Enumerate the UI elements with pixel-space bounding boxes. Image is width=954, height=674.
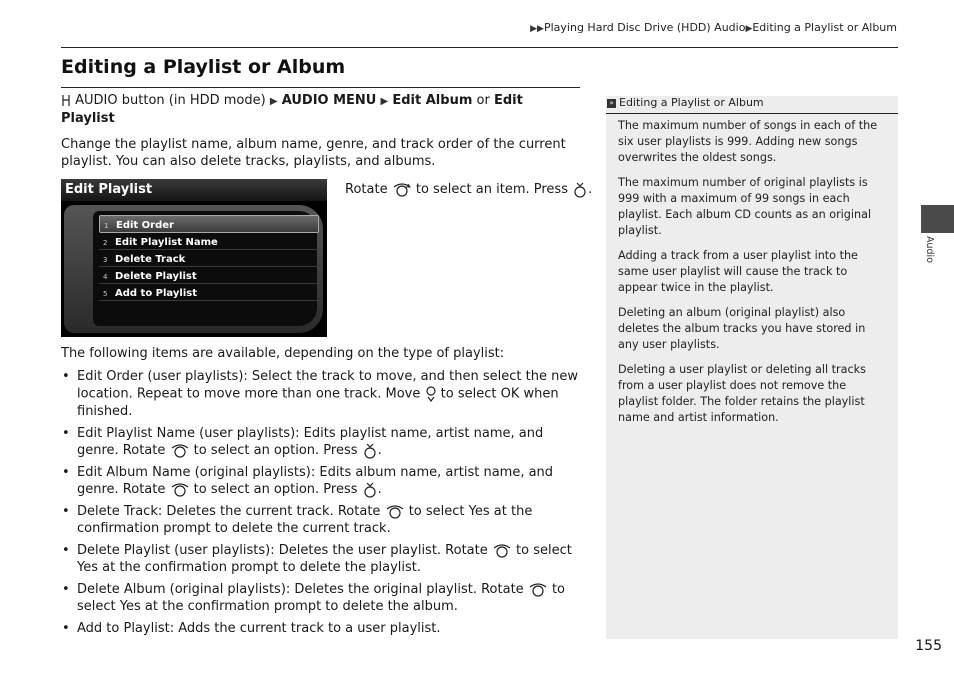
note-paragraph: Adding a track from a user playlist into the same user playlist will cause the track to appear twice in the playlist. bbox=[618, 249, 858, 294]
item-text: : Deletes the original playlist. Rotate bbox=[285, 582, 524, 597]
page-number: 155 bbox=[915, 638, 942, 654]
list-item bbox=[61, 620, 580, 637]
available-intro: The following items are available, depending on the type of playlist: bbox=[61, 346, 505, 361]
menu-item-label: Edit Playlist Name bbox=[115, 237, 218, 248]
item-text: : Adds the current track to a user playlist. bbox=[169, 621, 441, 636]
item-text: : Edits playlist name, artist name, and genre. Rotate bbox=[77, 426, 544, 458]
section-tab-label: Audio bbox=[924, 236, 935, 264]
item-text: : Edits album name, artist name, and genre. Rotate bbox=[77, 465, 554, 497]
breadcrumb-topic: Editing a Playlist or Album bbox=[752, 21, 897, 34]
item-text: to select an option. Press bbox=[193, 443, 358, 458]
menu-item-label: Edit Order bbox=[116, 220, 174, 231]
menu-item-number: 3 bbox=[103, 256, 108, 264]
note-marker-icon: » bbox=[607, 99, 616, 108]
item-text: : Deletes the current track. Rotate bbox=[157, 504, 381, 519]
list-item bbox=[61, 542, 580, 576]
list-item bbox=[61, 425, 580, 459]
press-knob-icon bbox=[362, 482, 378, 498]
move-knob-icon bbox=[425, 385, 437, 403]
page-title: Editing a Playlist or Album bbox=[61, 56, 346, 78]
main-content bbox=[61, 92, 593, 642]
menu-item-delete-track[interactable] bbox=[99, 250, 319, 267]
item-term: Edit Playlist Name (user playlists) bbox=[77, 426, 296, 441]
note-paragraph: The maximum number of songs in each of the six user playlists is 999. Adding new songs overwrites the oldest songs. bbox=[618, 119, 878, 164]
item-key: Yes bbox=[77, 560, 98, 575]
note-paragraph: Deleting an album (original playlist) also deletes the album tracks you have stored in any user playlists. bbox=[618, 306, 866, 351]
path-step-audio-button: AUDIO button (in HDD mode) bbox=[75, 93, 266, 108]
home-icon bbox=[61, 94, 71, 107]
rotate-knob-icon bbox=[385, 504, 405, 520]
rotate-instruction bbox=[345, 181, 592, 198]
rotate-knob-icon bbox=[170, 443, 190, 459]
menu-item-add-to-playlist[interactable] bbox=[99, 284, 319, 301]
title-rule bbox=[61, 87, 580, 88]
figure-row bbox=[61, 176, 593, 339]
rotate-knob-icon bbox=[492, 543, 512, 559]
item-term: Add to Playlist bbox=[77, 621, 170, 636]
screen-menu bbox=[99, 215, 319, 301]
menu-item-edit-playlist-name[interactable] bbox=[99, 233, 319, 250]
press-knob-icon bbox=[362, 443, 378, 459]
item-term: Edit Order (user playlists) bbox=[77, 369, 244, 384]
sidebar-notes bbox=[606, 96, 898, 639]
path-step-edit-playlist: Edit Playlist bbox=[61, 93, 523, 126]
item-text: to select an option. Press bbox=[193, 482, 358, 497]
item-text: at the confirmation prompt to delete the current track. bbox=[77, 504, 533, 536]
rotate-knob-icon bbox=[392, 182, 412, 198]
item-text: . bbox=[377, 443, 382, 458]
feature-list bbox=[61, 368, 580, 637]
intro-text: Change the playlist name, album name, genre, and track order of the current playlist. You can also delete tracks, playlists, and albums. bbox=[61, 137, 566, 169]
path-or: or bbox=[476, 93, 490, 108]
sidebar-header-label: Editing a Playlist or Album bbox=[619, 96, 764, 109]
breadcrumb bbox=[530, 21, 897, 34]
item-text: . bbox=[377, 482, 382, 497]
list-item bbox=[61, 368, 580, 420]
item-text: to select bbox=[516, 543, 572, 558]
item-term: Delete Album (original playlists) bbox=[77, 582, 286, 597]
menu-item-number: 4 bbox=[103, 273, 108, 281]
breadcrumb-section[interactable]: Playing Hard Disc Drive (HDD) Audio bbox=[543, 21, 746, 34]
menu-item-number: 1 bbox=[104, 222, 109, 230]
triangle-marker-icon: ▶ bbox=[269, 96, 278, 107]
menu-item-label: Add to Playlist bbox=[115, 288, 197, 299]
item-text: at the confirmation prompt to delete the playlist. bbox=[102, 560, 422, 575]
item-term: Edit Album Name (original playlists) bbox=[77, 465, 311, 480]
item-text: to select bbox=[77, 582, 566, 614]
note-paragraph: The maximum number of original playlists is 999 with a maximum of 99 songs in each playlist. Each album CD counts as an original playlist. bbox=[618, 176, 872, 237]
item-term: Delete Playlist (user playlists) bbox=[77, 543, 271, 558]
item-text: : Deletes the user playlist. Rotate bbox=[270, 543, 488, 558]
item-key: Yes bbox=[468, 504, 490, 519]
menu-item-label: Delete Playlist bbox=[115, 271, 197, 282]
list-item bbox=[61, 464, 580, 498]
section-tab[interactable] bbox=[921, 205, 954, 233]
note-paragraph: Deleting a user playlist or deleting all tracks from a user playlist does not remove the playlist folder. The folder retains the playlist name and artist information. bbox=[618, 363, 866, 424]
item-text: when finished. bbox=[77, 386, 559, 419]
item-text: to select bbox=[408, 504, 465, 519]
triangle-marker-icon: ▶ bbox=[745, 24, 753, 34]
item-term: Delete Track bbox=[77, 504, 158, 519]
sidebar-header bbox=[606, 96, 898, 114]
sidebar-body bbox=[606, 114, 898, 426]
item-key: OK bbox=[500, 386, 520, 402]
menu-item-number: 2 bbox=[103, 239, 108, 247]
list-item bbox=[61, 503, 580, 537]
menu-item-label: Delete Track bbox=[115, 254, 186, 265]
triangle-marker-icon: ▶ bbox=[380, 96, 389, 107]
menu-item-delete-playlist[interactable] bbox=[99, 267, 319, 284]
menu-item-number: 5 bbox=[103, 290, 108, 298]
rotate-knob-icon bbox=[528, 582, 548, 598]
press-knob-icon bbox=[572, 182, 588, 198]
menu-item-edit-order[interactable] bbox=[99, 215, 319, 233]
select-text: to select an item. Press bbox=[415, 182, 568, 197]
list-item bbox=[61, 581, 580, 615]
item-text: at the confirmation prompt to delete the album. bbox=[144, 599, 458, 614]
item-key: Yes bbox=[119, 599, 141, 614]
period: . bbox=[588, 182, 593, 197]
menu-path bbox=[61, 92, 580, 127]
rotate-text: Rotate bbox=[345, 182, 388, 197]
item-text: : Select the track to move, and then select the new location. Repeat to move more than one track. Move bbox=[77, 369, 578, 402]
path-step-audio-menu: AUDIO MENU bbox=[281, 93, 377, 108]
item-text: to select bbox=[440, 386, 497, 402]
rotate-knob-icon bbox=[170, 482, 190, 498]
edit-playlist-screen bbox=[61, 179, 327, 337]
header-rule bbox=[61, 47, 898, 48]
screen-title: Edit Playlist bbox=[65, 182, 153, 197]
triangle-marker-icon: ▶▶ bbox=[530, 24, 544, 34]
path-step-edit-album: Edit Album bbox=[392, 93, 473, 108]
